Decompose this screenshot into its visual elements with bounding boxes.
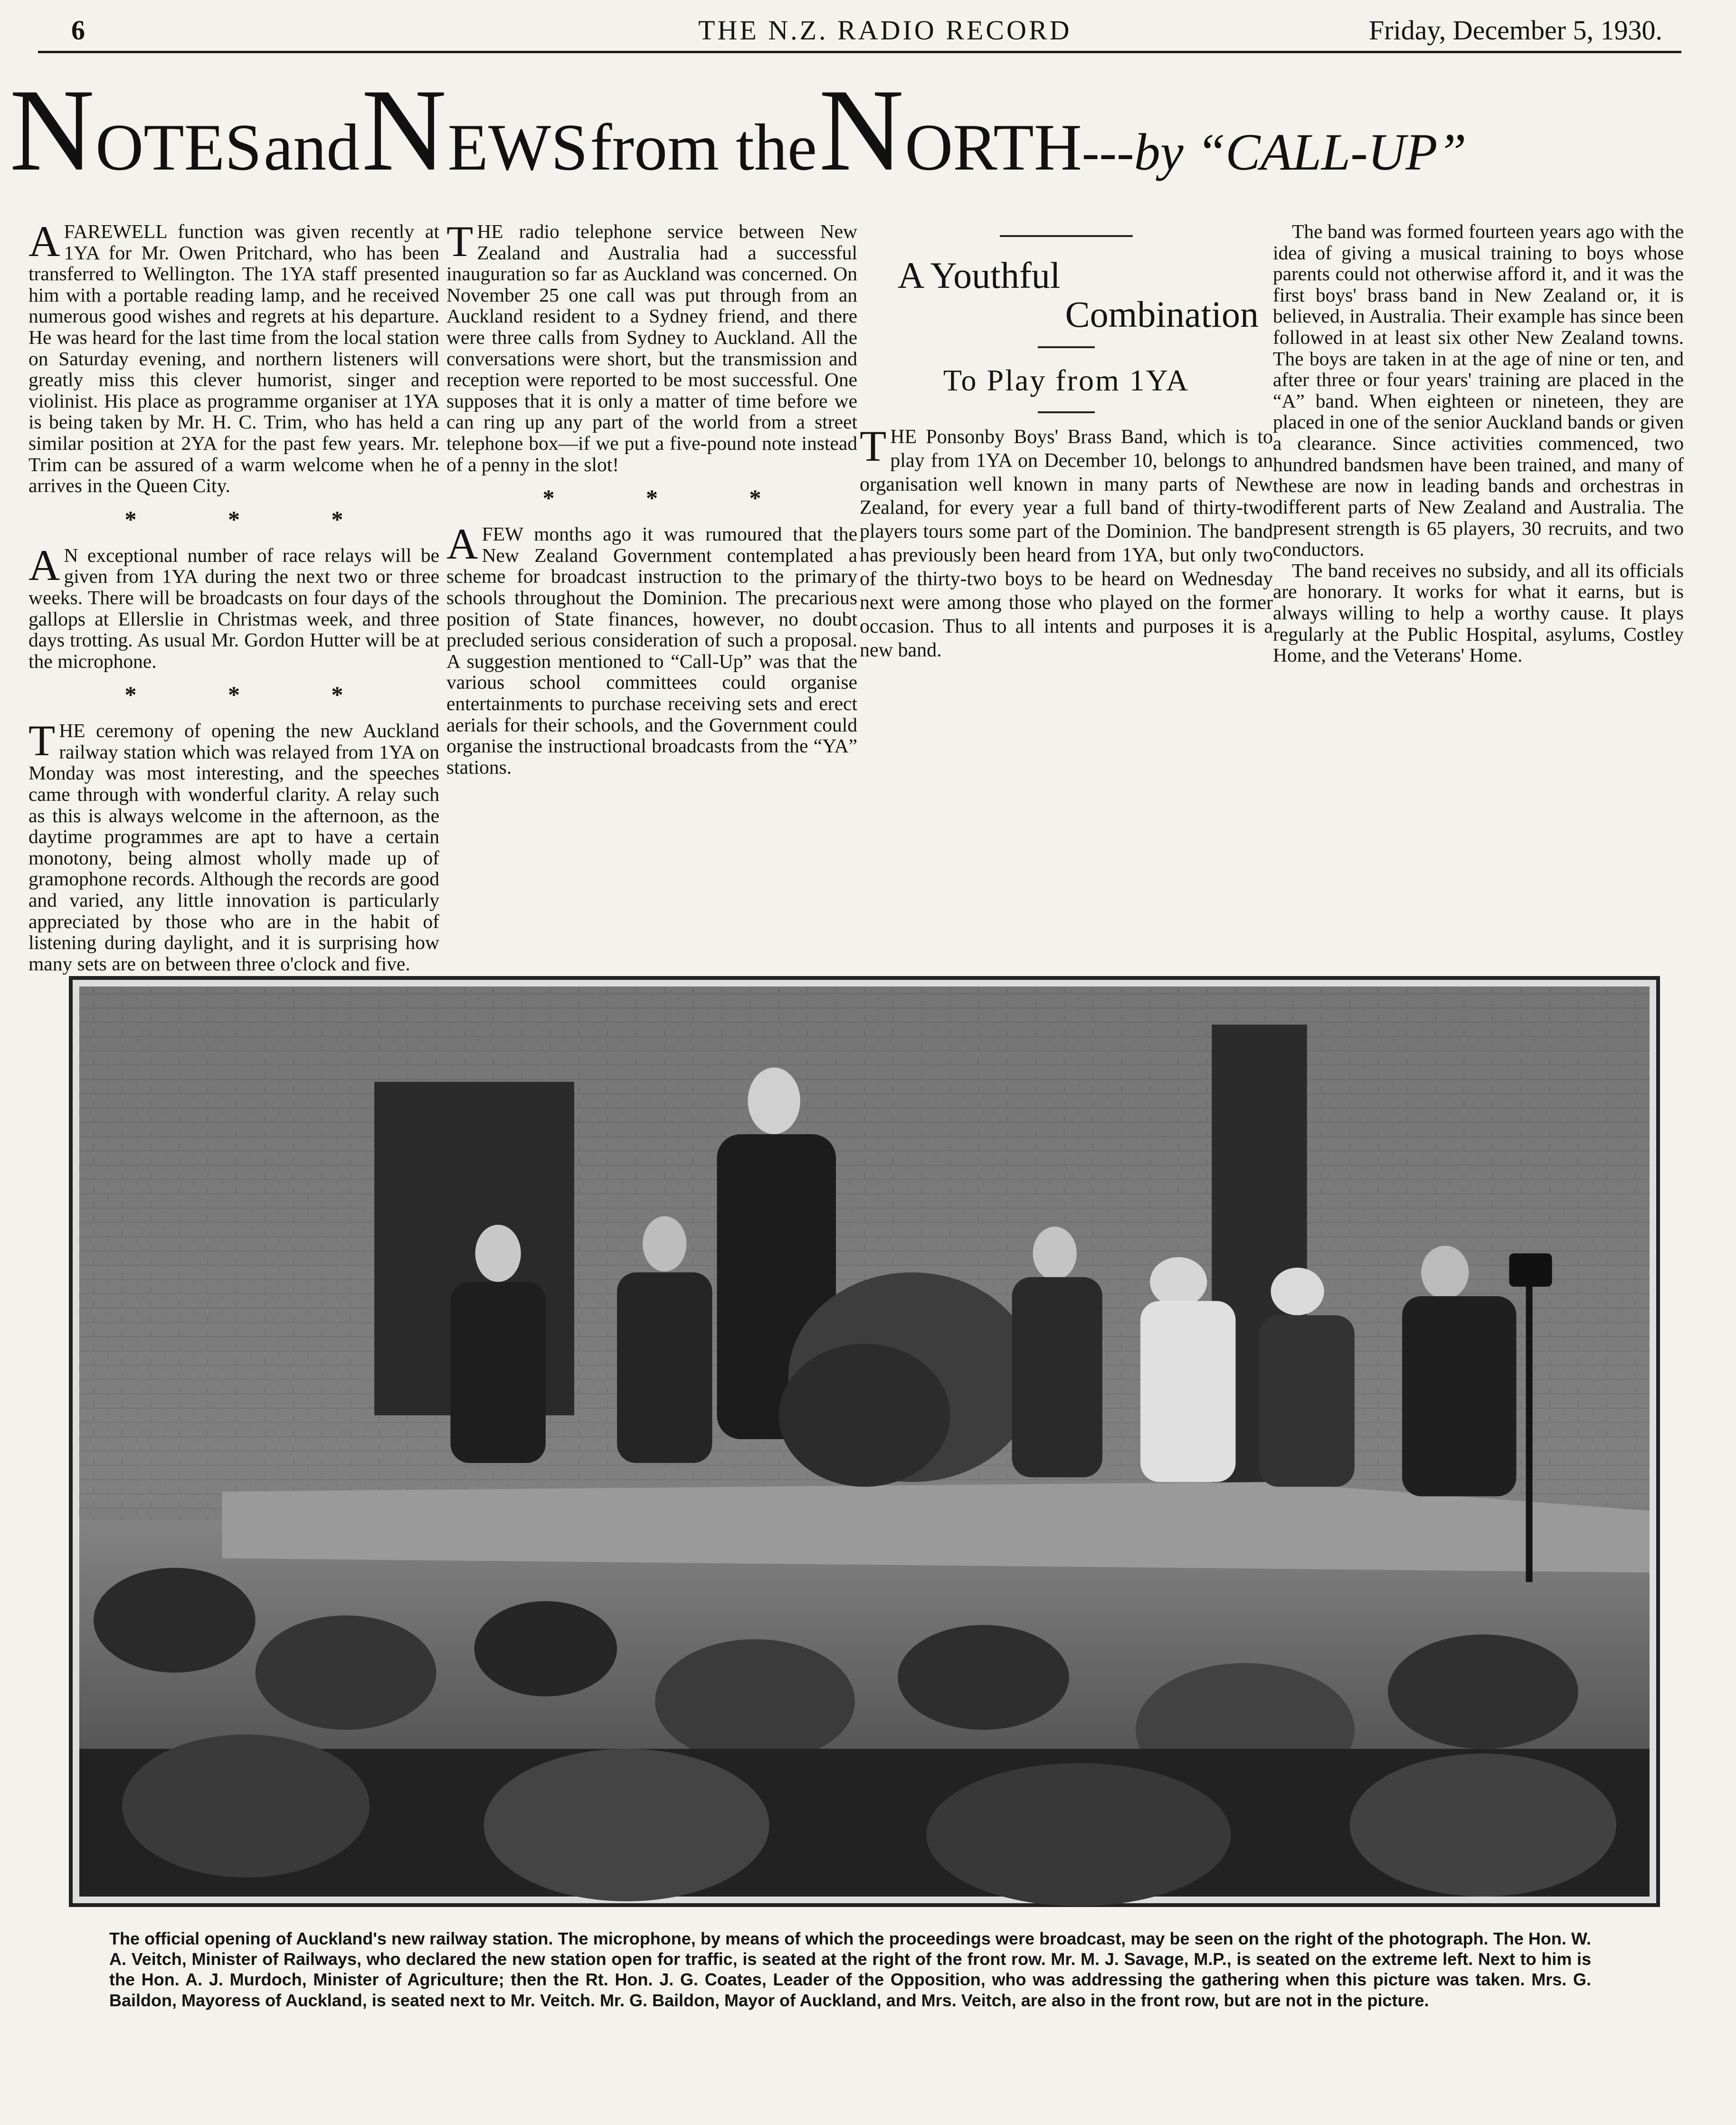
dropcap: A <box>28 541 60 589</box>
dropcap: T <box>860 421 887 470</box>
photo-caption: The official opening of Auckland's new railway station. The microphone, by means of which the proceedings were broadcast, may be seen on the right of the photograph. The Hon. W. A. Veitch, Minister of Railways, who declared the new station open for traffic, is seated at the right of the front row. Mr. M. J. Savage, M.P., is seated on the extreme left. Next to him is the Hon. A. J. Murdoch, Minister of Agriculture; then the Rt. Hon. J. G. Coates, Leader of the Opposition, who was addressing the gathering when this picture was taken. Mrs. G. Baildon, Mayoress of Auckland, is seated next to Mr. Veitch. Mr. G. Baildon, Mayor of Auckland, and Mrs. Veitch, are also in the front row, but are not in the picture. <box>109 1929 1591 2010</box>
article-race-relays <box>28 541 439 672</box>
section-separator: * * * <box>124 681 386 708</box>
article-band-para2: The band was formed fourteen years ago with the idea of giving a musical training to boys whose parents could not otherwise afford it, and it was the first boys' brass band in New Zealand or, it is believed, in Australia. Their example has since been followed in at least six other New Zealand towns. The boys are taken in at the age of nine or ten, and after three or four years' training are placed in the “A” band. When eighteen or nineteen, they are placed in one of the senior Auckland bands or given a clearance. Since activities commenced, two hundred bandsmen have been trained, and many of these are now in leading bands and orchestras in different parts of New Zealand and Australia. The present strength is 65 players, 30 recruits, and two conductors. <box>1273 220 1684 560</box>
headline <box>9 65 1719 214</box>
band-heading <box>860 235 1273 413</box>
band-heading-line2: Combination <box>1065 293 1259 335</box>
article-band-lead <box>860 421 1273 663</box>
article-text: FAREWELL function was given recently at 1YA for Mr. Owen Pritchard, who has been transferred to Wellington. The 1YA staff presented him with a portable reading lamp, and he received numerous good wishes and regrets at his departure. He was heard for the last time from the local station on Saturday evening, and northern listeners will greatly miss this clever humorist, singer and violinist. His place as programme organiser at 1YA is being taken by Mr. H. C. Trim, who has held a similar position at 2YA for the past few years. Mr. Trim can be assured of a warm welcome when he arrives in the Queen City. <box>28 220 439 497</box>
article-text: FEW months ago it was rumoured that the New Zealand Government contemplated a scheme for broadcast instruction to the primary schools throughout the Dominion. The precarious position of State finances, however, no doubt precluded serious consideration of such a proposal. A suggestion mentioned to “Call-Up” was that the various school committees could organise entertainments to purchase receiving sets and erect aerials for their schools, and the Government could organise the instructional broadcasts from the “YA” stations. <box>446 523 857 778</box>
article-telephone <box>446 217 857 475</box>
section-separator: * * * <box>124 505 386 532</box>
column-2 <box>446 217 857 952</box>
page-number: 6 <box>71 15 85 46</box>
article-text: HE radio telephone service between New Zealand and Australia had a successful inauguration so far as Auckland was concerned. On November 25 one call was put through from an Auckland resident to a Sydney friend, and there were three calls from Sydney to Auckland. All the conversations were short, but the transmission and reception were reported to be most successful. One supposes that it is only a matter of time before we can ring up any part of the world from a street telephone box—if we put a five-pound note instead of a penny in the slot! <box>446 220 857 475</box>
dropcap: T <box>446 217 474 266</box>
column-3 <box>860 221 1273 952</box>
headline-cap-n3: N <box>819 65 905 195</box>
article-text: N exceptional number of race relays will be given from 1YA during the next two or three weeks. There will be broadcasts on four days of the gallops at Ellerslie in Christmas week, and three days trotting. As usual Mr. Gordon Hutter will be at the microphone. <box>28 544 439 672</box>
article-schools <box>446 520 857 778</box>
article-farewell <box>28 217 439 497</box>
band-subheading: To Play from 1YA <box>943 363 1190 397</box>
headline-notes: OTES <box>95 111 262 184</box>
railway-opening-photo <box>79 987 1650 1897</box>
page-header <box>38 13 1681 53</box>
issue-date: Friday, December 5, 1930. <box>1369 15 1662 46</box>
headline-news: EWS <box>447 111 588 184</box>
column-1 <box>28 217 439 975</box>
band-heading-line1: A Youthful <box>898 255 1061 296</box>
dropcap: T <box>28 716 56 765</box>
dropcap: A <box>446 520 478 569</box>
rule <box>1000 235 1133 237</box>
article-railway <box>28 716 439 975</box>
article-text: HE Ponsonby Boys' Brass Band, which is to play from 1YA on December 10, belongs to an organisation well known in many parts of New Zealand, for every year a full band of thirty-two players tours some part of the Dominion. The band has previously been heard from 1YA, but only two of the thirty-two boys to be heard on Wednesday next were among those who played on the former occasion. Thus to all intents and purposes it is a new band. <box>860 426 1273 662</box>
paper-name: THE N.Z. RADIO RECORD <box>698 15 1072 46</box>
headline-from-the: from the <box>589 111 817 184</box>
headline-byline: ---by “CALL-UP” <box>1081 123 1467 181</box>
dropcap: A <box>28 217 60 266</box>
headline-and: and <box>264 111 360 184</box>
section-separator: * * * <box>542 484 804 512</box>
rule <box>1038 346 1095 348</box>
rule <box>1038 411 1095 413</box>
headline-cap-n2: N <box>361 65 448 195</box>
photo-frame <box>69 976 1660 1907</box>
column-4 <box>1273 221 1684 952</box>
article-text: HE ceremony of opening the new Auckland railway station which was relayed from 1YA on Monday was most interesting, and the speeches came through with wonderful clarity. A relay such as this is always welcome in the afternoon, as the daytime programmes are apt to have a certain monotony, being almost wholly made up of gramophone records. Although the records are good and varied, any little innovation is particularly appreciated by those who are in the habit of listening during daylight, and it is surprising how many sets are on between three o'clock and five. <box>28 720 439 975</box>
article-band-para3: The band receives no subsidy, and all its officials are honorary. It works for what it earns, but is always willing to help a worthy cause. It plays regularly at the Public Hospital, asylums, Costley Home, and the Veterans' Home. <box>1273 559 1684 666</box>
headline-north: ORTH <box>905 111 1082 184</box>
headline-cap-n1: N <box>9 65 96 195</box>
